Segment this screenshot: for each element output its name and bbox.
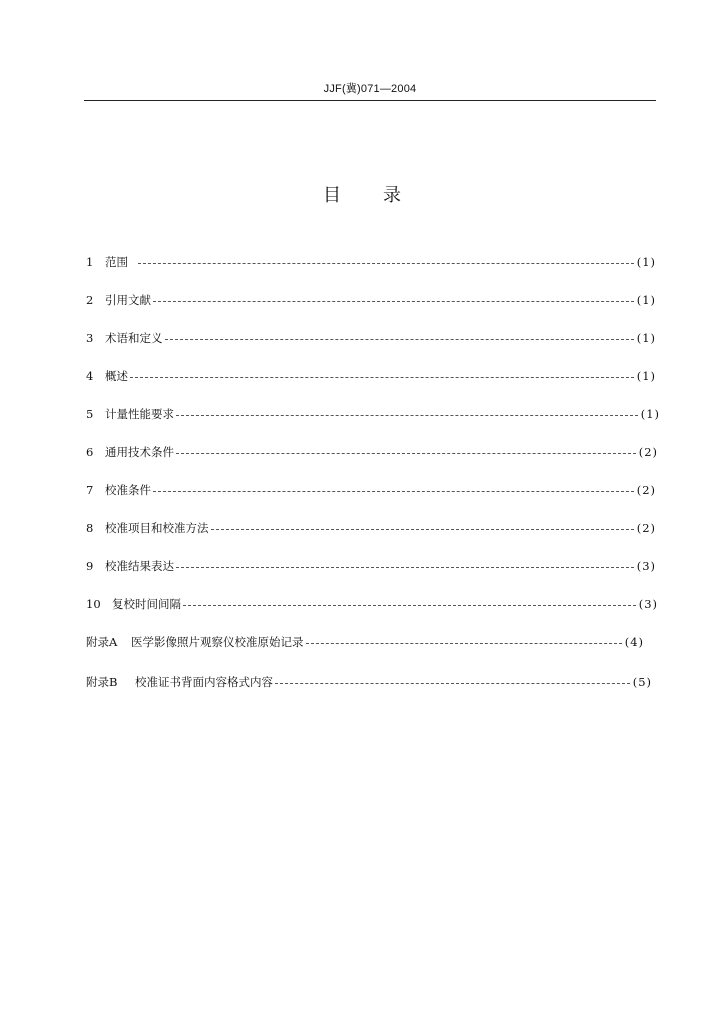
toc-entry-appendix-b[interactable] xyxy=(86,672,652,692)
toc-entry-page: (2) xyxy=(636,483,656,497)
toc-dot-leader xyxy=(275,683,630,684)
toc-entry-number: 附录A xyxy=(86,635,118,649)
toc-entry-10[interactable] xyxy=(86,594,658,614)
toc-dot-leader xyxy=(138,263,634,264)
toc-entry-number: 7 xyxy=(86,483,94,497)
toc-dot-leader xyxy=(176,567,634,568)
toc-entry-number: 6 xyxy=(86,445,94,459)
toc-entry-page: (1) xyxy=(636,369,656,383)
title-part-1: 目 xyxy=(323,185,341,206)
toc-dot-leader xyxy=(211,529,634,530)
toc-entry-6[interactable] xyxy=(86,442,658,462)
toc-entry-number: 4 xyxy=(86,369,94,383)
toc-entry-page: (1) xyxy=(636,293,656,307)
page-title xyxy=(0,184,724,208)
toc-entry-page: (2) xyxy=(636,521,656,535)
toc-dot-leader xyxy=(176,415,638,416)
toc-entry-title: 计量性能要求 xyxy=(105,407,174,421)
toc-entry-page: (1) xyxy=(640,407,660,421)
title-part-2: 录 xyxy=(383,185,401,206)
toc-entry-page: (3) xyxy=(638,597,658,611)
toc-entry-title: 校准结果表达 xyxy=(105,559,174,573)
toc-dot-leader xyxy=(306,643,622,644)
toc-entry-5[interactable] xyxy=(86,404,660,424)
toc-entry-page: (2) xyxy=(638,445,658,459)
toc-entry-number: 9 xyxy=(86,559,94,573)
toc-entry-title: 校准项目和校准方法 xyxy=(105,521,209,535)
toc-entry-number: 1 xyxy=(86,255,94,269)
toc-entry-title: 通用技术条件 xyxy=(105,445,174,459)
toc-entry-number: 5 xyxy=(86,407,94,421)
toc-dot-leader xyxy=(153,491,634,492)
toc-dot-leader xyxy=(183,605,636,606)
toc-entry-4[interactable] xyxy=(86,366,656,386)
toc-dot-leader xyxy=(165,339,634,340)
toc-entry-page: (1) xyxy=(636,255,656,269)
toc-entry-number: 3 xyxy=(86,331,94,345)
toc-entry-page: (5) xyxy=(632,675,652,689)
toc-entry-number: 2 xyxy=(86,293,94,307)
toc-entry-9[interactable] xyxy=(86,556,656,576)
toc-entry-8[interactable] xyxy=(86,518,656,538)
toc-entry-page: (1) xyxy=(636,331,656,345)
toc-entry-title: 复校时间间隔 xyxy=(112,597,181,611)
toc-entry-3[interactable] xyxy=(86,328,656,348)
toc-entry-2[interactable] xyxy=(86,290,656,310)
toc-entry-page: (4) xyxy=(624,635,644,649)
toc-entry-number: 10 xyxy=(86,597,101,611)
toc-entry-title: 术语和定义 xyxy=(105,331,163,345)
toc-dot-leader xyxy=(176,453,636,454)
toc-entry-1[interactable] xyxy=(86,252,656,272)
standard-code: JJF(冀)071—2004 xyxy=(323,83,417,95)
toc-dot-leader xyxy=(130,377,634,378)
toc-entry-title: 概述 xyxy=(105,369,128,383)
toc-entry-title: 范围 xyxy=(105,255,128,269)
toc-entry-title: 医学影像照片观察仪校准原始记录 xyxy=(131,635,304,649)
toc-entry-appendix-a[interactable] xyxy=(86,632,644,652)
toc-entry-title: 引用文献 xyxy=(105,293,151,307)
toc-dot-leader xyxy=(153,301,634,302)
document-header xyxy=(84,80,656,101)
toc-entry-number: 附录B xyxy=(86,675,118,689)
toc-entry-number: 8 xyxy=(86,521,94,535)
toc-entry-7[interactable] xyxy=(86,480,656,500)
toc-entry-title: 校准条件 xyxy=(105,483,151,497)
toc-entry-title: 校准证书背面内容格式内容 xyxy=(135,675,273,689)
toc-entry-page: (3) xyxy=(636,559,656,573)
